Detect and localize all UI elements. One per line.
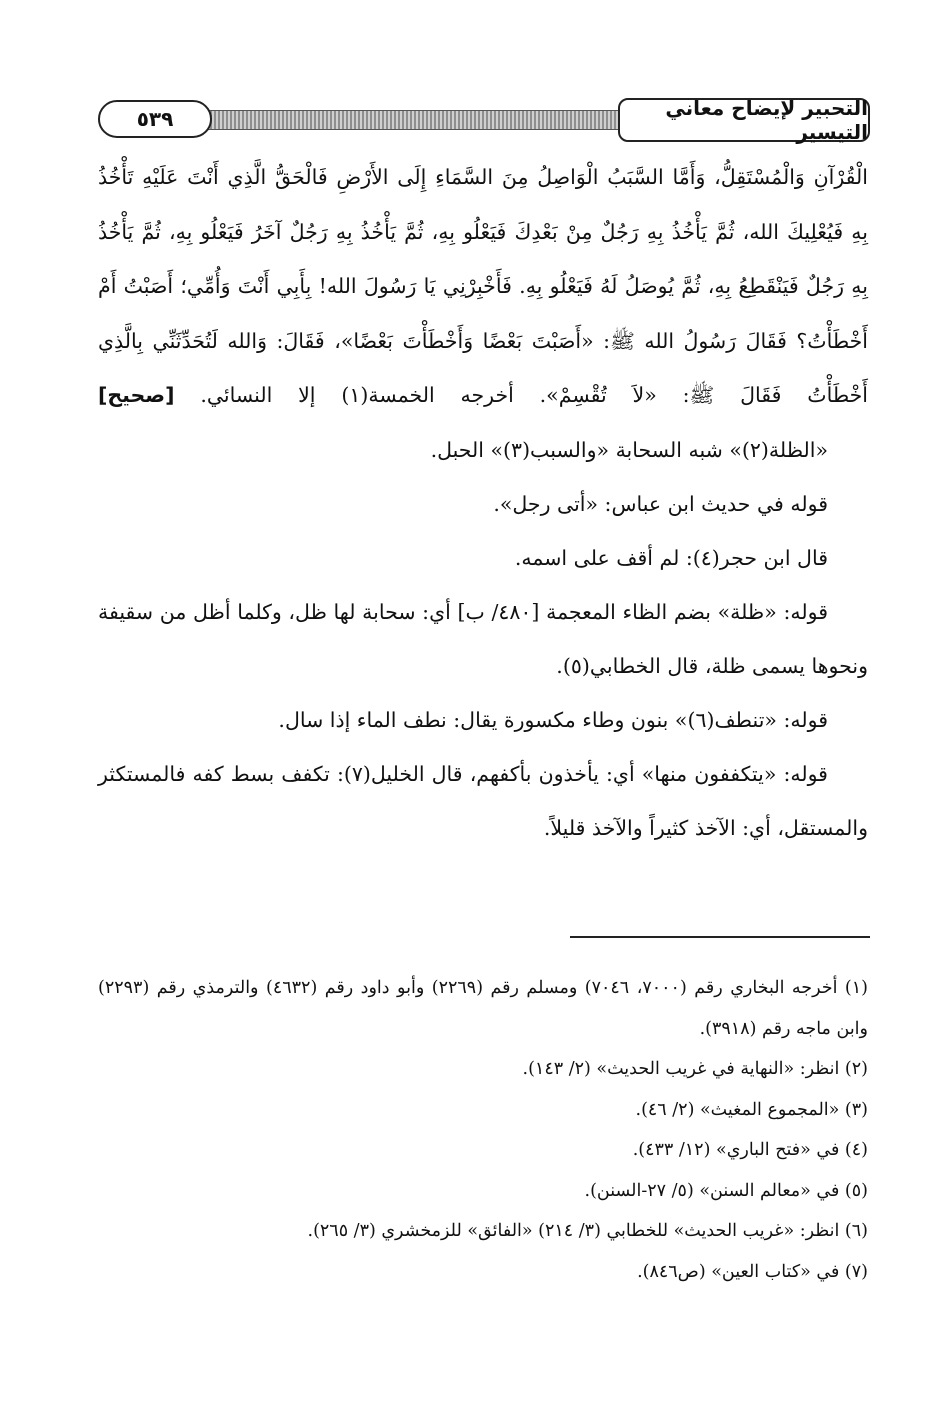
hadith-line: الْقُرْآنِ وَالْمُسْتَقِلُّ، وَأَمَّا السَّبَبُ الْوَاصِلُ مِنَ السَّمَاءِ إِلَى الأَرْضِ فَالْحَقُّ الَّذِي أَنْتَ عَلَيْهِ تَأْخُذُ bbox=[98, 165, 868, 189]
commentary-paragraph: قوله في حديث ابن عباس: «أتى رجل». bbox=[493, 491, 828, 516]
footnote: (٤) في «فتح الباري» (١٢/ ٤٣٣). bbox=[632, 1140, 868, 1160]
commentary-paragraph: قوله: «يتكففون منها» أي: يأخذون بأكفهم، قال الخليل(٧): تكفف بسط كفه فالمستكثر والمستقل، أي: الآخذ كثيراً والآخذ قليلاً. bbox=[98, 761, 868, 840]
page-number: ٥٣٩ bbox=[98, 100, 212, 138]
hadith-last-line bbox=[98, 368, 868, 423]
footnote: (٣) «المجموع المغيث» (٢/ ٤٦). bbox=[635, 1099, 868, 1120]
hadith-closing-text: أَخْطَأْتُ فَقَالَ ﷺ: «لاَ تُقْسِمْ». أخرجه الخمسة(١) إلا النسائي. bbox=[200, 383, 868, 408]
footnotes bbox=[98, 968, 868, 1292]
main-text bbox=[98, 150, 868, 855]
hadith-line: أَخْطَأْتُ؟ فَقَالَ رَسُولُ الله ﷺ: «أَصَبْتَ بَعْضًا وَأَخْطَأْتَ بَعْضًا»، فَقَالَ: وَالله لَتُحَدِّثَنِّي بِالَّذِي bbox=[98, 328, 868, 353]
footnote: (٢) انظر: «النهاية في غريب الحديث» (٢/ ١٤٣). bbox=[522, 1059, 868, 1079]
book-title: التحبير لإيضاح معاني التيسير bbox=[618, 98, 870, 142]
hadith-line: بِهِ فَيُعْلِيكَ الله، ثُمَّ يَأْخُذُ بِهِ رَجُلٌ مِنْ بَعْدِكَ فَيَعْلُو بِهِ، ثُمَّ يَأْخُذُ بِهِ رَجُلٌ آخَرُ فَيَعْلُو بِهِ، ثُمَّ يَأْخُذُ bbox=[98, 219, 868, 244]
commentary-paragraph: «الظلة(٢)» شبه السحابة «والسبب(٣)» الحبل. bbox=[430, 437, 828, 462]
footnote-separator bbox=[570, 936, 870, 938]
commentary-paragraph: قوله: «تنطف(٦)» بنون وطاء مكسورة يقال: نطف الماء إذا سال. bbox=[278, 707, 828, 732]
hadith-line: بِهِ رَجُلٌ فَيَنْقَطِعُ بِهِ، ثُمَّ يُوصَلُ لَهُ فَيَعْلُو بِهِ. فَأَخْبِرْنِي يَا رَسُولَ الله! بِأَبِي أَنْتَ وَأُمِّي؛ أَصَبْتُ أَمْ bbox=[98, 274, 868, 299]
commentary-paragraph: قال ابن حجر(٤): لم أقف على اسمه. bbox=[514, 545, 828, 570]
footnote: (١) أخرجه البخاري رقم (٧٠٠٠، ٧٠٤٦) ومسلم رقم (٢٢٦٩) وأبو داود رقم (٤٦٣٢) والترمذي رقم (٢٢٩٣) وابن ماجه رقم (٣٩١٨). bbox=[98, 978, 868, 1039]
running-header bbox=[98, 98, 870, 144]
commentary-paragraph: قوله: «ظلة» بضم الظاء المعجمة [٤٨٠/ ب] أي: سحابة لها ظل، وكلما أظل من سقيفة ونحوها يسمى ظلة، قال الخطابي(٥). bbox=[98, 599, 868, 678]
hadith-grade: [صحيح] bbox=[98, 383, 175, 408]
footnote: (٦) انظر: «غريب الحديث» للخطابي (٣/ ٢١٤) «الفائق» للزمخشري (٣/ ٢٦٥). bbox=[307, 1221, 868, 1241]
footnote: (٧) في «كتاب العين» (ص٨٤٦). bbox=[637, 1261, 868, 1282]
footnote: (٥) في «معالم السنن» (٥/ ٢٧-السنن). bbox=[584, 1180, 868, 1201]
